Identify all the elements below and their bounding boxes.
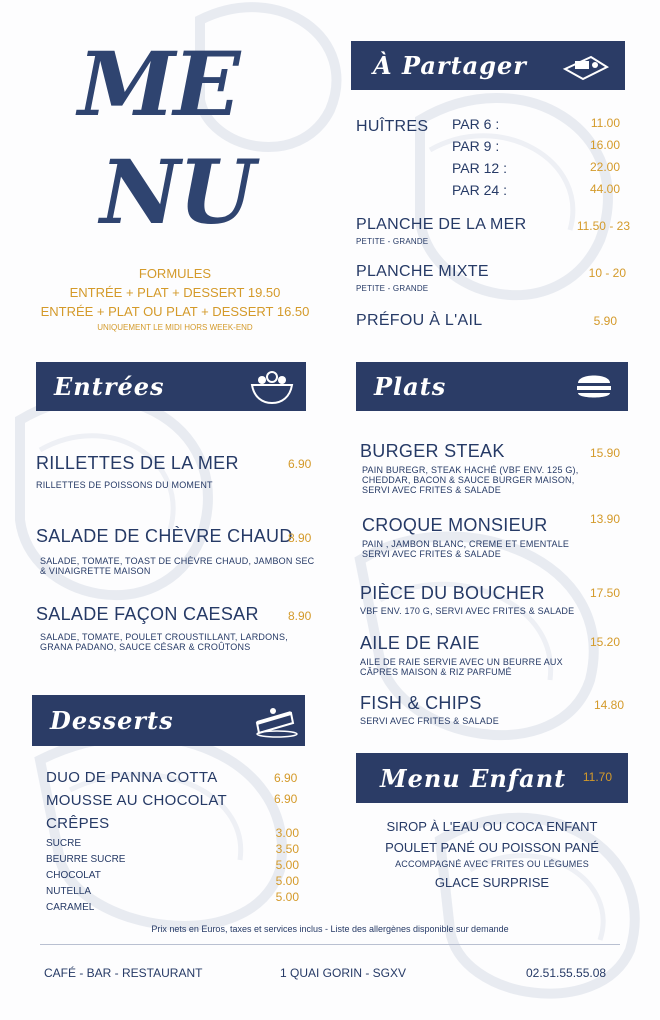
- crepe-price: 5.00: [275, 858, 299, 872]
- huitres-row: [452, 160, 620, 182]
- partager-item-desc: PETITE - GRANDE: [356, 284, 429, 293]
- plat-desc: PAIN BUREGR, STEAK HACHÉ (VBF ENV. 125 G), CHEDDAR, BACON & SAUCE BURGER MAISON, SERVI AVEC FRITES & SALADE: [362, 465, 579, 495]
- plat-price: 17.50: [590, 586, 621, 600]
- crepe-name: CARAMEL: [46, 902, 95, 913]
- formules-note: UNIQUEMENT LE MIDI HORS WEEK-END: [97, 323, 253, 332]
- enfant-line-2: POULET PANÉ OU POISSON PANÉ: [385, 840, 599, 855]
- entree-desc: SALADE, TOMATE, POULET CROUSTILLANT, LARDONS, GRANA PADANO, SAUCE CÉSAR & CROÛTONS: [40, 632, 288, 652]
- partager-item-name: PLANCHE DE LA MER: [356, 216, 527, 233]
- dessert-name: MOUSSE AU CHOCOLAT: [46, 792, 227, 809]
- footer-address: 1 QUAI GORIN - SGXV: [280, 966, 407, 980]
- formules-heading: FORMULES: [138, 266, 212, 281]
- crepe-price: 3.00: [275, 826, 299, 840]
- entree-name: SALADE DE CHÈVRE CHAUD: [36, 526, 293, 546]
- partager-item-price: 11.50 - 23: [576, 219, 630, 233]
- entree-price: 6.90: [288, 457, 312, 471]
- banner-entrees: [36, 362, 306, 411]
- dessert-name: DUO DE PANNA COTTA: [46, 769, 218, 786]
- footer-divider: [40, 944, 620, 945]
- huitres-qty: PAR 12 :: [452, 160, 507, 176]
- entree-desc: SALADE, TOMATE, TOAST DE CHÈVRE CHAUD, JAMBON SEC & VINAIGRETTE MAISON: [40, 556, 315, 576]
- banner-partager: [351, 41, 625, 90]
- formule-2: ENTRÉE + PLAT OU PLAT + DESSERT 16.50: [40, 304, 310, 319]
- plat-name: AILE DE RAIE: [360, 633, 480, 653]
- banner-plats: [356, 362, 628, 411]
- plat-price: 15.90: [590, 446, 621, 460]
- plat-desc: SERVI AVEC FRITES & SALADE: [360, 716, 499, 726]
- banner-plats-label: Plats: [374, 372, 447, 401]
- crepes-list: [46, 826, 299, 918]
- formules-block: [30, 266, 320, 332]
- crepe-name: CHOCOLAT: [46, 870, 101, 881]
- plat-desc: VBF ENV. 170 G, SERVI AVEC FRITES & SALADE: [360, 606, 575, 616]
- huitres-price: 11.00: [590, 116, 620, 130]
- huitres-price: 22.00: [589, 160, 620, 174]
- banner-entrees-label: Entrées: [54, 372, 165, 401]
- entree-name: SALADE FAÇON CAESAR: [36, 604, 259, 624]
- menu-title-line2: NU: [100, 140, 254, 244]
- huitres-row: [452, 116, 620, 138]
- huitres-label: HUÎTRES: [356, 118, 429, 135]
- salad-bowl-icon: [248, 369, 296, 405]
- plat-price: 15.20: [590, 635, 621, 649]
- huitres-list: [452, 116, 620, 204]
- enfant-note: ACCOMPAGNÉ AVEC FRITES OU LÉGUMES: [395, 859, 589, 869]
- huitres-qty: PAR 24 :: [452, 182, 507, 198]
- banner-partager-label: À Partager: [373, 51, 527, 80]
- menu-enfant-price: 11.70: [582, 770, 612, 784]
- enfant-line-3: GLACE SURPRISE: [434, 875, 550, 890]
- dessert-price: 6.90: [274, 771, 298, 785]
- plat-price: 14.80: [594, 698, 625, 712]
- crepe-name: SUCRE: [46, 838, 82, 849]
- crepe-price: 3.50: [275, 842, 299, 856]
- plat-name: BURGER STEAK: [360, 441, 505, 461]
- crepe-price: 5.00: [275, 874, 299, 888]
- dessert-price: 6.90: [274, 792, 298, 806]
- huitres-row: [452, 182, 620, 204]
- huitres-qty: PAR 9 :: [452, 138, 500, 154]
- crepe-row: [46, 826, 299, 854]
- enfant-line-1: SIROP À L'EAU OU COCA ENFANT: [386, 819, 598, 834]
- partager-item-price: 5.90: [593, 314, 617, 328]
- partager-item-price: 10 - 20: [588, 266, 626, 280]
- banner-desserts-label: Desserts: [50, 706, 174, 735]
- entree-price: 8.90: [288, 531, 312, 545]
- huitres-price: 44.00: [589, 182, 620, 196]
- plat-desc: PAIN , JAMBON BLANC, CREME ET EMENTALE SERVI AVEC FRITES & SALADE: [362, 539, 570, 559]
- entree-price: 8.90: [288, 609, 312, 623]
- plat-desc: AILE DE RAIE SERVIE AVEC UN BEURRE AUX CÂPRES MAISON & RIZ PARFUMÉ: [360, 657, 563, 677]
- partager-item-name: PRÉFOU À L'AIL: [356, 312, 483, 329]
- footer-left: CAFÉ - BAR - RESTAURANT: [44, 966, 203, 980]
- banner-enfant-label: Menu Enfant: [380, 763, 567, 793]
- plat-price: 13.90: [590, 512, 621, 526]
- cheese-board-icon: [561, 49, 611, 83]
- plat-name: CROQUE MONSIEUR: [362, 515, 548, 535]
- huitres-qty: PAR 6 :: [452, 116, 500, 132]
- crepe-price: 5.00: [275, 890, 299, 904]
- partager-item-name: PLANCHE MIXTE: [356, 263, 489, 280]
- footer-phone: 02.51.55.55.08: [526, 966, 607, 980]
- burger-icon: [574, 371, 614, 403]
- partager-item-desc: PETITE - GRANDE: [356, 237, 429, 246]
- entree-name: RILLETTES DE LA MER: [36, 453, 239, 473]
- entree-desc: RILLETTES DE POISSONS DU MOMENT: [36, 480, 213, 490]
- huitres-row: [452, 138, 620, 160]
- crepe-row: [46, 842, 299, 870]
- plat-name: PIÈCE DU BOUCHER: [360, 583, 545, 603]
- banner-desserts: [32, 695, 305, 746]
- huitres-price: 16.00: [589, 138, 620, 152]
- menu-enfant-block: [356, 819, 628, 890]
- plat-name: FISH & CHIPS: [360, 693, 482, 713]
- menu-title-line1: ME: [78, 32, 239, 136]
- cake-icon: [251, 701, 299, 739]
- crepe-name: NUTELLA: [46, 886, 92, 897]
- dessert-name: CRÊPES: [46, 815, 110, 832]
- formule-1: ENTRÉE + PLAT + DESSERT 19.50: [69, 285, 281, 300]
- footer-notice: Prix nets en Euros, taxes et services inclus - Liste des allergènes disponible sur demande: [151, 924, 509, 934]
- crepe-name: BEURRE SUCRE: [46, 854, 126, 865]
- banner-menu-enfant: [356, 753, 628, 803]
